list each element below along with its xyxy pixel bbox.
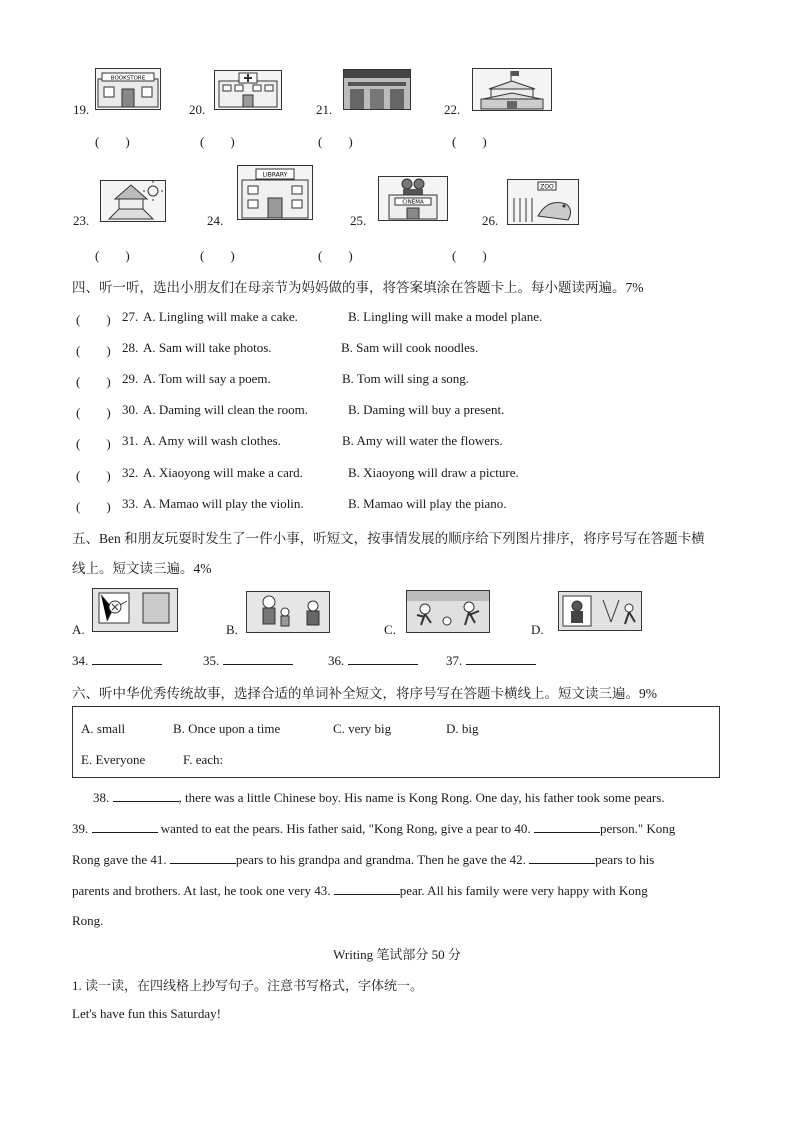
word-option: D. big [446, 721, 479, 736]
blank-number: 38. [93, 790, 110, 805]
word-bank-box [72, 706, 720, 778]
blank-number: 39. [72, 821, 89, 836]
option-a: A. Tom will say a poem. [143, 371, 271, 386]
picture-number: 19. [73, 102, 90, 117]
answer-line-38[interactable] [113, 789, 179, 802]
cinema-icon [378, 176, 448, 221]
answer-line-43[interactable] [334, 882, 400, 895]
blank-number: 35. [203, 653, 220, 668]
answer-bracket[interactable]: ( ) [95, 134, 130, 149]
answer-bracket[interactable]: ( ) [200, 248, 235, 263]
passage-text: , there was a little Chinese boy. His name is Kong Rong. One day, his father took some pears. [178, 790, 665, 805]
section-5-heading-line-1: 五、Ben 和朋友玩耍时发生了一件小事，听短文，按事情发展的顺序给下列图片排序，将序号写在答题卡横 [72, 531, 705, 546]
question-number: 32. [122, 465, 139, 480]
picture-label: D. [531, 622, 544, 637]
answer-bracket[interactable]: ( ) [76, 405, 111, 420]
option-b: B. Mamao will play the piano. [348, 496, 507, 511]
option-b: B. Sam will cook noodles. [341, 340, 479, 355]
section-5-heading-line-2: 线上。短文读三遍。4% [72, 561, 212, 576]
shop-icon [343, 69, 411, 110]
answer-blank-36 [328, 652, 418, 669]
passage-text: parents and brothers. At last, he took one very 43. [72, 883, 331, 898]
section-4-heading: 四、听一听，选出小朋友们在母亲节为妈妈做的事，将答案填涂在答题卡上。每小题读两遍。7% [72, 280, 644, 295]
zoo-icon [507, 179, 579, 225]
passage-line-3 [72, 851, 654, 868]
answer-line-40[interactable] [534, 820, 600, 833]
option-a: A. Sam will take photos. [143, 340, 272, 355]
man-at-window-icon [558, 591, 642, 631]
blank-number: 37. [446, 653, 463, 668]
passage-line-4 [72, 882, 648, 899]
tiananmen-icon [472, 68, 552, 111]
answer-bracket[interactable]: ( ) [76, 374, 111, 389]
question-number: 27. [122, 309, 139, 324]
passage-line-5: Rong. [72, 913, 104, 928]
question-number: 33. [122, 496, 139, 511]
word-option: E. Everyone [81, 752, 146, 767]
passage-text: pear. All his family were very happy with Kong [399, 883, 648, 898]
answer-bracket[interactable]: ( ) [318, 248, 353, 263]
question-number: 29. [122, 371, 139, 386]
boys-playing-football-icon [406, 590, 490, 633]
answer-bracket[interactable]: ( ) [76, 312, 111, 327]
answer-bracket[interactable]: ( ) [452, 134, 487, 149]
ball-window-icon [92, 588, 178, 632]
answer-bracket[interactable]: ( ) [76, 343, 111, 358]
hospital-icon [214, 70, 282, 110]
passage-line-1 [93, 789, 665, 806]
blank-number: 36. [328, 653, 345, 668]
answer-line-39[interactable] [92, 820, 158, 833]
answer-blank-35 [203, 652, 293, 669]
answer-bracket[interactable]: ( ) [76, 468, 111, 483]
passage-text: wanted to eat the pears. His father said, "Kong Rong, give a pear to 40. [157, 821, 531, 836]
answer-line[interactable] [466, 652, 536, 665]
bookstore-icon [95, 68, 161, 110]
answer-line-41[interactable] [170, 851, 236, 864]
picture-number: 25. [350, 213, 367, 228]
zoo-sign: ZOO [540, 183, 554, 191]
question-number: 30. [122, 402, 139, 417]
word-option: A. small [81, 721, 126, 736]
library-icon [237, 165, 313, 220]
passage-text: Rong gave the 41. [72, 852, 167, 867]
answer-line-42[interactable] [529, 851, 595, 864]
question-number: 31. [122, 433, 139, 448]
blank-number: 34. [72, 653, 89, 668]
answer-bracket[interactable]: ( ) [200, 134, 235, 149]
option-a: A. Xiaoyong will make a card. [143, 465, 303, 480]
answer-bracket[interactable]: ( ) [95, 248, 130, 263]
cinema-sign: CINEMA [402, 199, 424, 206]
option-a: A. Amy will wash clothes. [143, 433, 281, 448]
library-sign: LIBRARY [262, 171, 288, 179]
answer-bracket[interactable]: ( ) [452, 248, 487, 263]
answer-line[interactable] [92, 652, 162, 665]
answer-bracket[interactable]: ( ) [76, 436, 111, 451]
picture-label: A. [72, 622, 85, 637]
answer-blank-37 [446, 652, 536, 669]
picture-label: B. [226, 622, 238, 637]
picture-number: 20. [189, 102, 206, 117]
option-a: A. Mamao will play the violin. [143, 496, 304, 511]
word-option: B. Once upon a time [173, 721, 281, 736]
answer-bracket[interactable]: ( ) [76, 499, 111, 514]
answer-blank-34 [72, 652, 162, 669]
picture-label: C. [384, 622, 396, 637]
passage-text: pears to his grandpa and grandma. Then he gave the 42. [235, 852, 526, 867]
option-b: B. Xiaoyong will draw a picture. [348, 465, 519, 480]
bookstore-sign: BOOKSTORE [110, 75, 146, 82]
option-a: A. Daming will clean the room. [143, 402, 308, 417]
passage-text: pears to his [595, 852, 655, 867]
picture-number: 22. [444, 102, 461, 117]
boy-and-man-icon [246, 591, 330, 633]
answer-line[interactable] [348, 652, 418, 665]
writing-section-title: Writing 笔试部分 50 分 [333, 947, 461, 962]
answer-line[interactable] [223, 652, 293, 665]
picture-number: 24. [207, 213, 224, 228]
passage-line-2 [72, 820, 675, 837]
word-option: C. very big [333, 721, 392, 736]
option-b: B. Tom will sing a song. [342, 371, 470, 386]
picture-number: 26. [482, 213, 499, 228]
option-b: B. Lingling will make a model plane. [348, 309, 543, 324]
question-number: 28. [122, 340, 139, 355]
writing-instruction: 1. 读一读，在四线格上抄写句子。注意书写格式，字体统一。 [72, 978, 424, 993]
copy-sentence: Let's have fun this Saturday! [72, 1006, 221, 1021]
section-6-heading: 六、听中华优秀传统故事，选择合适的单词补全短文，将序号写在答题卡横线上。短文读三遍。9% [72, 686, 657, 701]
passage-text: person." Kong [599, 821, 676, 836]
option-b: B. Amy will water the flowers. [342, 433, 503, 448]
pavilion-icon [100, 180, 166, 222]
picture-number: 23. [73, 213, 90, 228]
option-a: A. Lingling will make a cake. [143, 309, 298, 324]
picture-number: 21. [316, 102, 333, 117]
word-option: F. each: [183, 752, 224, 767]
option-b: B. Daming will buy a present. [348, 402, 505, 417]
answer-bracket[interactable]: ( ) [318, 134, 353, 149]
